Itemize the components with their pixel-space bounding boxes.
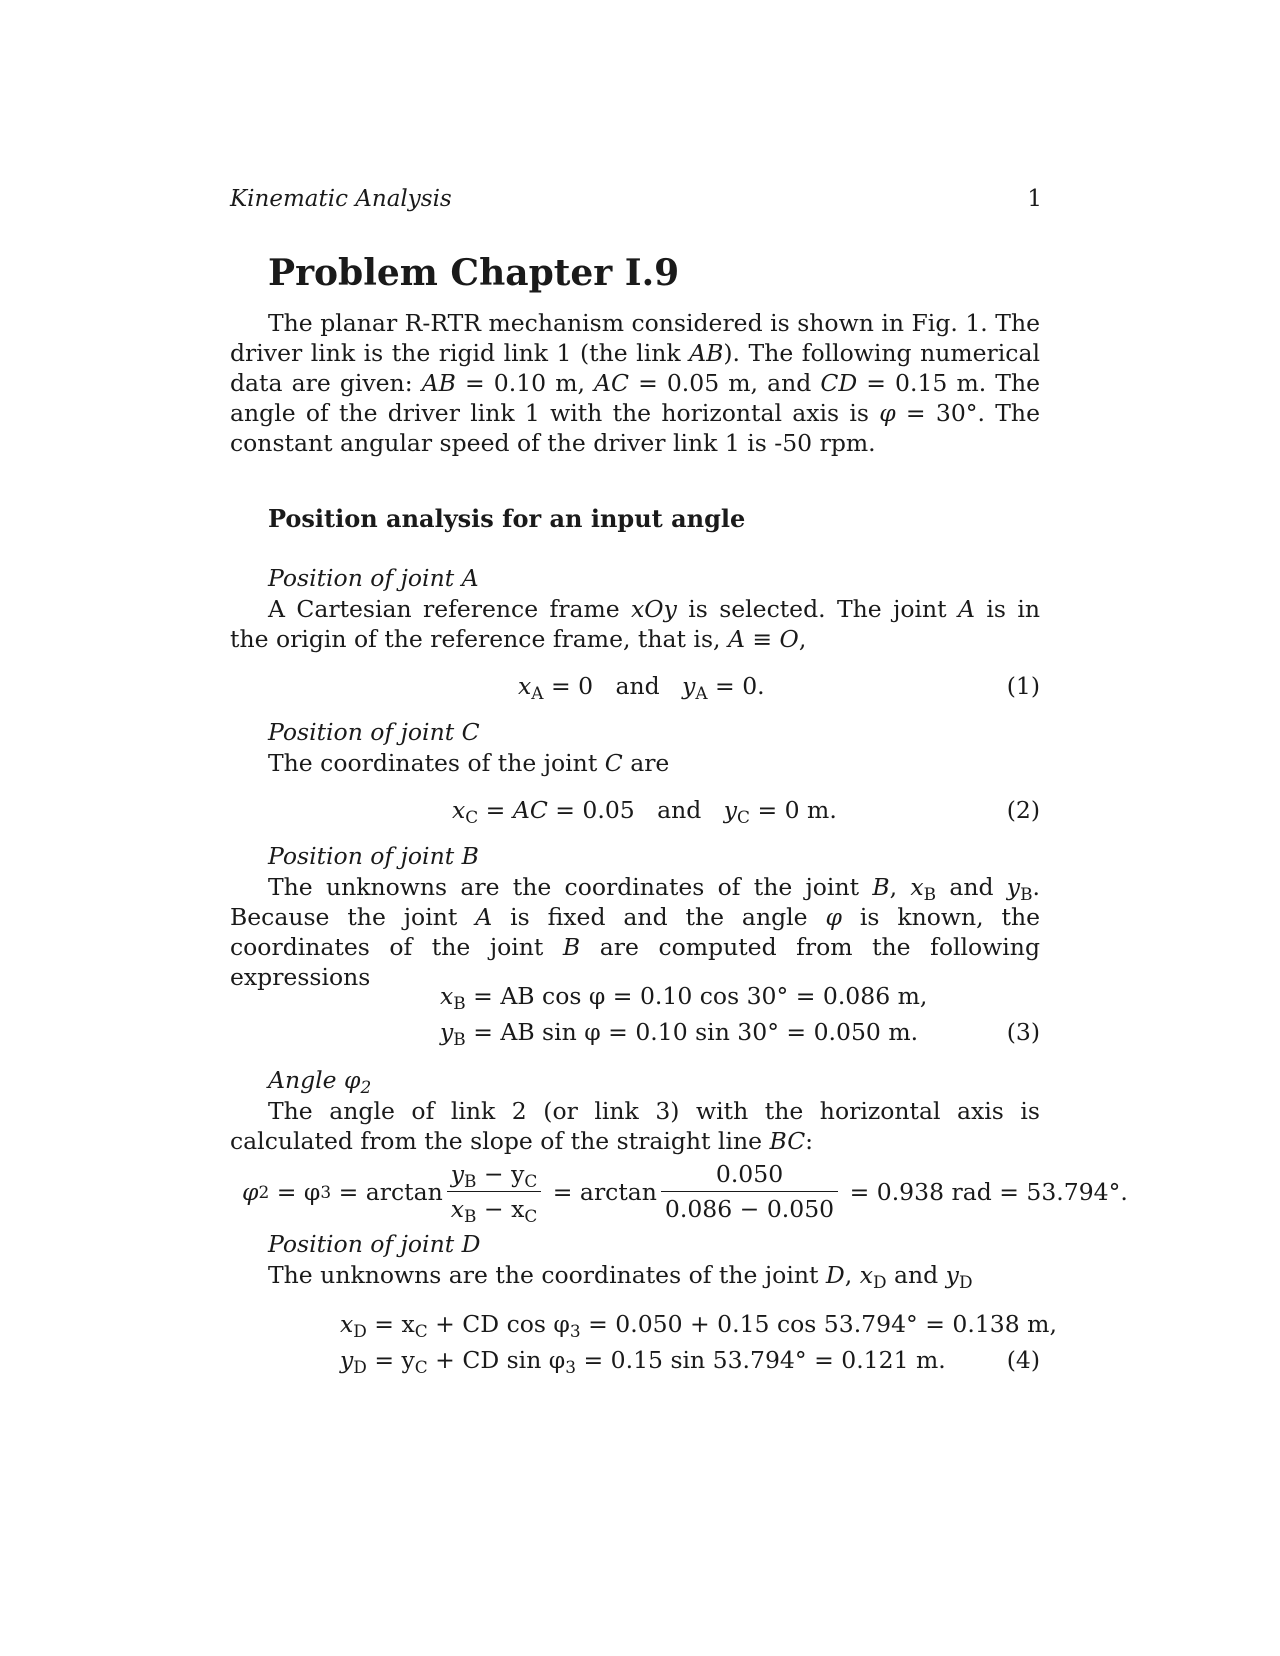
- angle-phi2-paragraph: The angle of link 2 (or link 3) with the horizontal axis is calculated from the slope of the straight line BC:: [230, 1097, 1040, 1155]
- joint-c-heading: Position of joint C: [268, 718, 480, 746]
- joint-c-paragraph: The coordinates of the joint C are: [268, 749, 670, 777]
- joint-b-paragraph: The unknowns are the coordinates of the joint B, $x_B$ and $y_B$. Because the joint A is fixed and the angle φ is known, the coordinates of the joint B are computed from the following expressions: [230, 873, 1040, 991]
- intro-paragraph: The planar R-RTR mechanism considered is shown in Fig. 1. The driver link is the rigid link 1 (the link AB). The following numerical data are given: AB = 0.10 m, AC = 0.05 m, and CD = 0.15 m. The angle of the driver link 1 with the horizontal axis is φ = 30°. The constant angular speed of the driver link 1 is -50 rpm.: [230, 309, 1040, 457]
- equation-2: $x_C$ = AC = 0.05 and $y_C = 0$ m.: [452, 796, 837, 828]
- joint-a-heading: Position of joint A: [268, 564, 479, 592]
- running-header: Kinematic Analysis: [230, 186, 452, 212]
- equation-1-number: (1): [1006, 672, 1040, 700]
- joint-b-heading: Position of joint B: [268, 842, 479, 870]
- equation-4-number: (4): [1006, 1346, 1040, 1374]
- equation-3-number: (3): [1006, 1018, 1040, 1046]
- equation-2-number: (2): [1006, 796, 1040, 824]
- equation-4a: $x_D = x_C$ + CD $\cos \varphi_3 = 0.050 + 0.15$ cos 53.794° = 0.138 m,: [340, 1310, 1057, 1342]
- equation-3b: $y_B$ = AB sin φ = 0.10 sin 30° = 0.050 m.: [440, 1018, 919, 1050]
- angle-phi2-heading: Angle $\varphi_2$: [268, 1066, 372, 1098]
- equation-4b: $y_D = y_C$ + CD $\sin \varphi_3 = 0.15$ sin 53.794° = 0.121 m.: [340, 1346, 946, 1378]
- equation-3a: $x_B$ = AB cos φ = 0.10 cos 30° = 0.086 m,: [440, 982, 928, 1014]
- page-number: 1: [1027, 186, 1042, 212]
- fraction-slope-symbolic: $\frac{y_B - y_C}{x_B - x_C}$: [447, 1160, 542, 1223]
- joint-d-paragraph: The unknowns are the coordinates of the joint D, $x_D$ and $y_D$: [268, 1261, 973, 1293]
- section-heading: Position analysis for an input angle: [268, 504, 746, 533]
- joint-d-heading: Position of joint D: [268, 1230, 481, 1258]
- fraction-slope-numeric: $\frac{0.050}{0.086 - 0.050}$: [661, 1160, 838, 1223]
- equation-1: $x_A = 0$ and $y_A = 0$.: [518, 672, 765, 704]
- joint-a-paragraph: A Cartesian reference frame xOy is selected. The joint A is in the origin of the reference frame, that is, A ≡ O,: [230, 595, 1040, 653]
- equation-phi2: φ 2 = φ 3 = arctan $\frac{y_B - y_C}{x_B - x_C}$ = arctan $\frac{0.050}{0.086 - 0.050}$ = 0.938 rad = 53.794°.: [242, 1160, 1128, 1227]
- problem-title: Problem Chapter I.9: [268, 252, 680, 294]
